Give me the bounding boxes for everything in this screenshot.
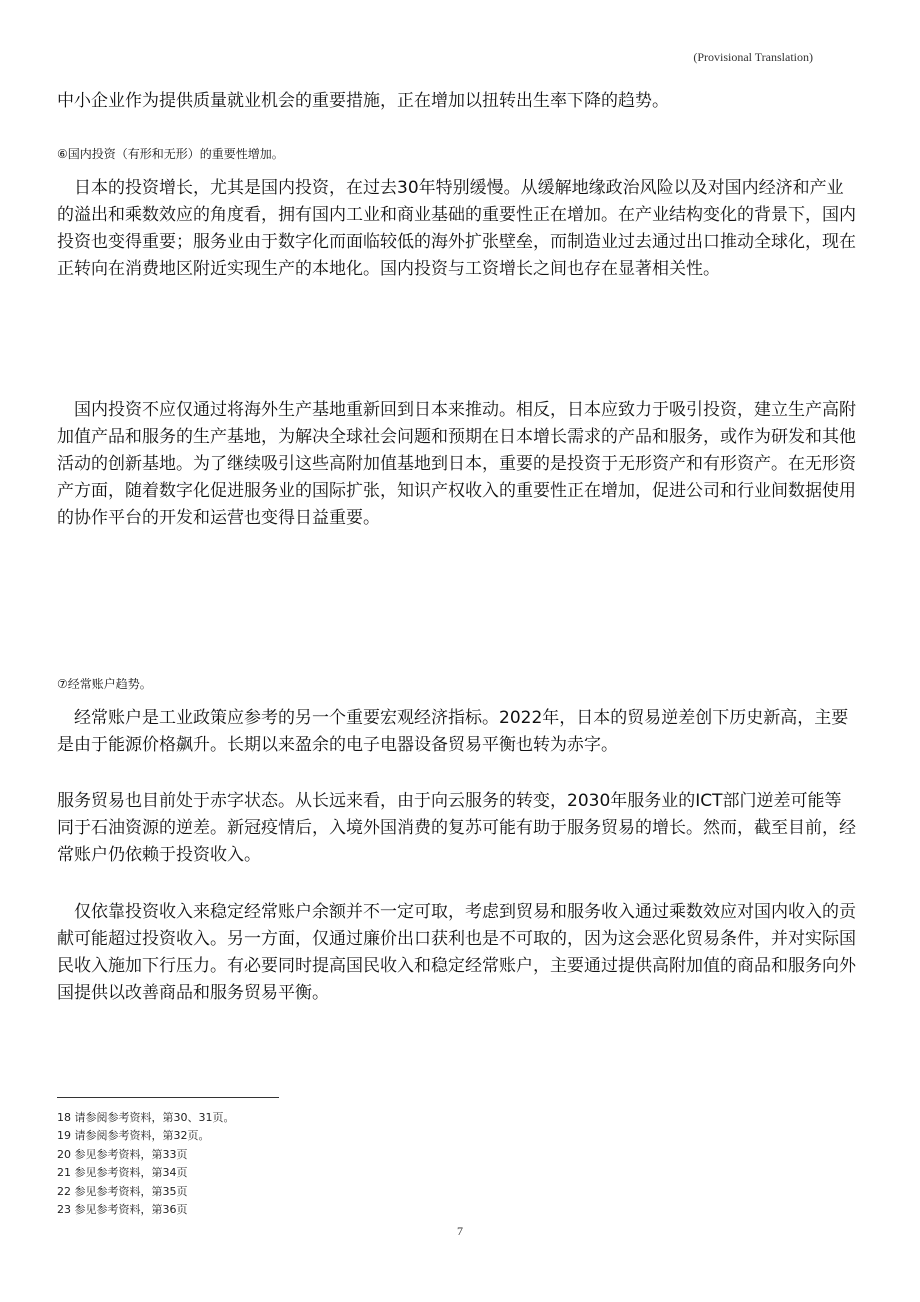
footnote-item: 22 参见参考资料，第35页	[57, 1184, 188, 1198]
footnote-item: 18 请参阅参考资料，第30、31页。	[57, 1111, 235, 1124]
investment-growth-paragraph: 日本的投资增长，尤其是国内投资，在过去30年特别缓慢。从缓解地缘政治风险以及对国内经济和产业的溢出和乘数效应的角度看，拥有国内工业和商业基础的重要性正在增加。在产业结构变化的背景下，国内投资也变得重要；服务业由于数字化而面临较低的海外扩张壁垒，而制造业过去通过出口推动全球化，现在正转向在消费地区附近实现生产的本地化。国内投资与工资增长之间也存在显著相关性。	[57, 178, 856, 279]
section-heading-7: ⑦经常账户趋势。	[57, 677, 152, 691]
balance-paragraph: 仅依靠投资收入来稳定经常账户余额并不一定可取，考虑到贸易和服务收入通过乘数效应对国内收入的贡献可能超过投资收入。另一方面，仅通过廉价出口获利也是不可取的，因为这会恶化贸易条件，并对实际国民收入施加下行压力。有必要同时提高国民收入和稳定经常账户，主要通过提供高附加值的商品和服务向外国提供以改善商品和服务贸易平衡。	[57, 902, 856, 1003]
footnote-divider	[57, 1097, 279, 1098]
services-trade-paragraph: 服务贸易也目前处于赤字状态。从长远来看，由于向云服务的转变，2030年服务业的ICT部门逆差可能等同于石油资源的逆差。新冠疫情后，入境外国消费的复苏可能有助于服务贸易的增长。然而，截至目前，经常账户仍依赖于投资收入。	[57, 791, 856, 865]
section-heading-6: ⑥国内投资（有形和无形）的重要性增加。	[57, 147, 284, 161]
page-number: 7	[457, 1224, 463, 1238]
provisional-translation-note: (Provisional Translation)	[693, 50, 813, 64]
intro-paragraph: 中小企业作为提供质量就业机会的重要措施，正在增加以扭转出生率下降的趋势。	[57, 91, 669, 111]
current-account-paragraph: 经常账户是工业政策应参考的另一个重要宏观经济指标。2022年，日本的贸易逆差创下历史新高，主要是由于能源价格飙升。长期以来盈余的电子电器设备贸易平衡也转为赤字。	[57, 708, 849, 755]
footnotes-list	[57, 1109, 235, 1219]
footnote-item: 20 参见参考资料，第33页	[57, 1147, 188, 1161]
footnote-item: 21 参见参考资料，第34页	[57, 1166, 188, 1180]
domestic-bases-paragraph: 国内投资不应仅通过将海外生产基地重新回到日本来推动。相反，日本应致力于吸引投资，建立生产高附加值产品和服务的生产基地，为解决全球社会问题和预期在日本增长需求的产品和服务，或作为研发和其他活动的创新基地。为了继续吸引这些高附加值基地到日本，重要的是投资于无形资产和有形资产。在无形资产方面，随着数字化促进服务业的国际扩张，知识产权收入的重要性正在增加，促进公司和行业间数据使用的协作平台的开发和运营也变得日益重要。	[57, 400, 856, 528]
footnote-item: 19 请参阅参考资料，第32页。	[57, 1129, 210, 1143]
footnote-item: 23 参见参考资料，第36页	[57, 1203, 188, 1217]
